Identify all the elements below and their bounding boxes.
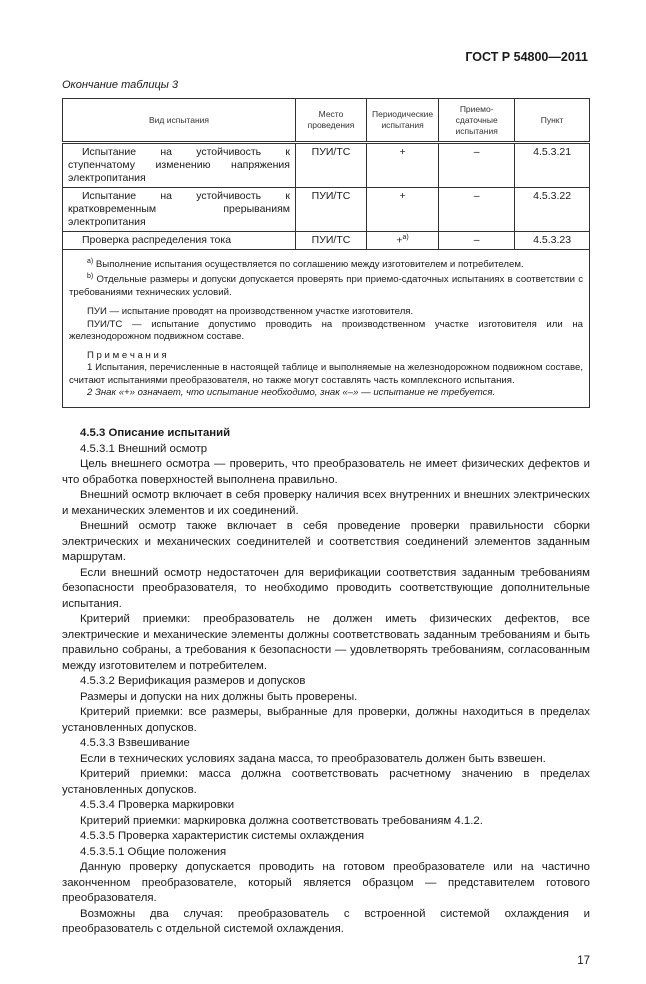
paragraph: Внешний осмотр включает в себя проверку наличия всех внутренних и внешних электрических и механических элементов и их соединений.	[62, 489, 590, 517]
clause-cell: 4.5.3.22	[515, 188, 590, 232]
test-name-cell: Испытание на устойчивость к кратковременным прерываниям электропитания	[63, 188, 296, 232]
paragraph: Критерий приемки: масса должна соответствовать расчетному значению в пределах установленных допусков.	[62, 768, 590, 796]
paragraph: Данную проверку допускается проводить на готовом преобразователе или на частично законченном преобразователе, который является образцом — представителем готового преобразователя.	[62, 861, 590, 905]
acceptance-cell: –	[439, 143, 515, 188]
col-header: Приемо-сдаточные испытания	[439, 99, 515, 143]
abbreviation: ПУИ — испытание проводят на производственном участке изготовителя.	[87, 306, 414, 318]
col-header: Пункт	[515, 99, 590, 143]
paragraph: Цель внешнего осмотра — проверить, что преобразователь не имеет физических дефектов и что обработка поверхностей выполнена правильно.	[62, 458, 590, 486]
acceptance-cell: –	[439, 232, 515, 250]
paragraph: 4.5.3.5 Проверка характеристик системы охлаждения	[80, 830, 365, 843]
table-header-row	[63, 99, 590, 143]
note: 2 Знак «+» означает, что испытание необходимо, знак «–» — испытание не требуется.	[87, 387, 496, 399]
footnote: $^{a)}$ Выполнение испытания осуществляется по соглашению между изготовителем и потребителем.	[87, 258, 524, 271]
note: 1 Испытания, перечисленные в настоящей таблице и выполняемые на железнодорожном подвижном составе, считают испытаниями преобразователя, но также могут составлять часть комплексного испытания.	[69, 362, 583, 386]
section-heading: 4.5.3 Описание испытаний	[80, 427, 231, 440]
paragraph: Внешний осмотр также включает в себя проведение проверки правильности сборки электрических и механических соединителей и соответствия соединений элементов заданным маршрутам.	[62, 520, 590, 564]
paragraph: Если внешний осмотр недостаточен для верификации соответствия заданным требованиям безопасности преобразователя, то необходимо проводить соответствующие дополнительные испытания.	[62, 566, 590, 610]
table-row	[63, 232, 590, 250]
paragraph: Критерий приемки: все размеры, выбранные для проверки, должны находиться в пределах установленных допусков.	[62, 706, 590, 734]
page-number: 17	[577, 954, 590, 967]
paragraph: 4.5.3.3 Взвешивание	[80, 737, 190, 750]
test-name-cell: Испытание на устойчивость к ступенчатому изменению напряжения электропитания	[63, 143, 296, 188]
footnote: $^{b)}$ Отдельные размеры и допуски допускается проверять при приемо-сдаточных испытаниях в соответствии с требованиями технических условий.	[69, 273, 583, 298]
paragraph: Размеры и допуски на них должны быть проверены.	[80, 690, 358, 703]
col-header: Место проведения	[296, 99, 367, 143]
test-name-cell: Проверка распределения тока	[63, 232, 296, 250]
place-cell: ПУИ/ТС	[296, 232, 367, 250]
periodic-cell: +	[367, 143, 439, 188]
tests-table	[62, 98, 590, 408]
clause-cell: 4.5.3.21	[515, 143, 590, 188]
standard-header: ГОСТ Р 54800—2011	[465, 50, 588, 64]
body-text	[62, 426, 590, 938]
paragraph: Возможны два случая: преобразователь с встроенной системой охлаждения и преобразователь с отдельной системой охлаждения.	[62, 907, 590, 936]
place-cell: ПУИ/ТС	[296, 143, 367, 188]
table-row	[63, 143, 590, 188]
clause-cell: 4.5.3.23	[515, 232, 590, 250]
paragraph: 4.5.3.1 Внешний осмотр	[80, 442, 208, 455]
paragraph: Критерий приемки: преобразователь не должен иметь физических дефектов, все электрические и механические элементы должны соответствовать заданным требованиям и быть правильно собраны, а требования к безопасности — удовлетворять требованиям, согласованным между изготовителем и потребителем.	[62, 613, 590, 672]
paragraph: 4.5.3.5.1 Общие положения	[80, 845, 227, 858]
paragraph: Если в технических условиях задана масса, то преобразователь должен быть взвешен.	[80, 752, 546, 765]
place-cell: ПУИ/ТС	[296, 188, 367, 232]
table-row	[63, 188, 590, 232]
paragraph: 4.5.3.4 Проверка маркировки	[80, 799, 235, 812]
paragraph: Критерий приемки: маркировка должна соответствовать требованиям 4.1.2.	[80, 814, 483, 827]
col-header: Вид испытания	[63, 99, 296, 143]
periodic-cell: +$^{a)}$	[367, 232, 439, 250]
acceptance-cell: –	[439, 188, 515, 232]
periodic-cell: +	[367, 188, 439, 232]
table-notes	[63, 250, 590, 408]
col-header: Периодические испытания	[367, 99, 439, 143]
notes-title: П р и м е ч а н и я	[87, 350, 167, 362]
paragraph: 4.5.3.2 Верификация размеров и допусков	[80, 675, 306, 688]
abbreviation: ПУИ/ТС — испытание допустимо проводить на производственном участке изготовителя или на железнодорожном подвижном составе.	[69, 318, 583, 342]
table-caption: Окончание таблицы 3	[62, 79, 179, 91]
